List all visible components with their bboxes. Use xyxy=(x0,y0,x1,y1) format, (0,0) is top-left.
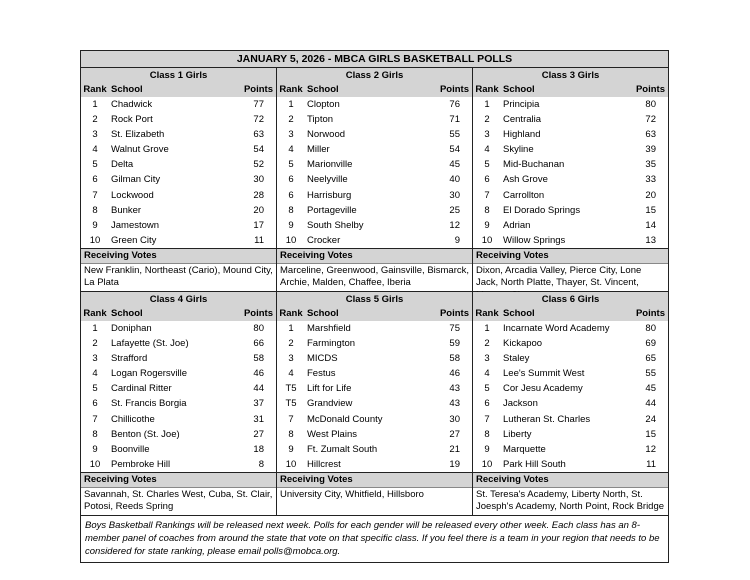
school-header: School xyxy=(503,84,535,95)
points-cell: 72 xyxy=(253,114,264,126)
rank-cell: 9 xyxy=(92,219,98,231)
class-title: Class 4 Girls xyxy=(81,292,276,307)
polls-table xyxy=(80,50,669,563)
table-row xyxy=(81,172,276,187)
points-header: Points xyxy=(635,307,665,319)
school-header: School xyxy=(111,84,143,95)
rank-cell: 6 xyxy=(288,174,294,186)
rank-cell: 9 xyxy=(92,443,98,455)
points-cell: 72 xyxy=(645,114,656,126)
school-cell: Harrisburg xyxy=(307,189,352,201)
school-cell: St. Elizabeth xyxy=(111,129,165,141)
ranking-rows xyxy=(473,321,668,472)
class-column-3 xyxy=(473,68,668,291)
column-headers xyxy=(81,83,276,97)
table-row xyxy=(277,203,472,218)
poll-block-bottom xyxy=(81,292,668,516)
rank-cell: 6 xyxy=(484,174,490,186)
table-row xyxy=(81,412,276,427)
rank-cell: 4 xyxy=(484,144,490,156)
school-cell: Chillicothe xyxy=(111,413,155,425)
rank-cell: 8 xyxy=(288,428,294,440)
rank-cell: 10 xyxy=(89,458,101,470)
column-headers xyxy=(473,83,668,97)
points-cell: 12 xyxy=(645,443,656,455)
points-cell: 44 xyxy=(253,383,264,395)
rank-cell: 2 xyxy=(288,114,294,126)
school-cell: Doniphan xyxy=(111,322,152,334)
points-cell: 17 xyxy=(253,219,264,231)
school-cell: MICDS xyxy=(307,353,338,365)
points-cell: 21 xyxy=(449,443,460,455)
ranking-rows xyxy=(277,97,472,248)
rank-header: Rank xyxy=(279,84,303,95)
school-cell: Neelyville xyxy=(307,174,348,186)
rank-cell: 10 xyxy=(285,458,297,470)
class-title: Class 1 Girls xyxy=(81,68,276,83)
table-row xyxy=(277,336,472,351)
rank-cell: 5 xyxy=(288,159,294,171)
table-row xyxy=(473,321,668,336)
class-title: Class 6 Girls xyxy=(473,292,668,307)
table-row xyxy=(81,381,276,396)
table-row xyxy=(277,442,472,457)
table-row xyxy=(473,112,668,127)
table-row xyxy=(473,442,668,457)
rank-cell: 3 xyxy=(288,129,294,141)
rank-cell: T5 xyxy=(285,383,297,395)
points-cell: 80 xyxy=(645,99,656,110)
receiving-votes-list: Dixon, Arcadia Valley, Pierce City, Lone Jack, North Platte, Thayer, St. Vincent, xyxy=(473,263,668,291)
table-row xyxy=(473,97,668,112)
school-header: School xyxy=(307,84,339,95)
rank-cell: 8 xyxy=(484,204,490,216)
class-column-1 xyxy=(81,68,277,291)
rank-header: Rank xyxy=(279,307,303,319)
school-cell: Farmington xyxy=(307,338,356,350)
rank-cell: T5 xyxy=(285,398,297,410)
rank-cell: 4 xyxy=(288,368,294,380)
table-row xyxy=(81,142,276,157)
table-row xyxy=(81,188,276,203)
table-row xyxy=(81,351,276,366)
rank-header: Rank xyxy=(83,307,107,319)
rank-cell: 8 xyxy=(484,428,490,440)
points-cell: 69 xyxy=(645,338,656,350)
points-cell: 63 xyxy=(645,129,656,141)
school-cell: St. Francis Borgia xyxy=(111,398,187,410)
points-cell: 12 xyxy=(449,219,460,231)
school-cell: Lift for Life xyxy=(307,383,352,395)
school-header: School xyxy=(111,307,143,319)
rank-cell: 5 xyxy=(92,159,98,171)
table-row xyxy=(277,351,472,366)
school-cell: Cor Jesu Academy xyxy=(503,383,583,395)
rank-cell: 2 xyxy=(92,338,98,350)
points-cell: 80 xyxy=(253,322,264,334)
school-cell: Boonville xyxy=(111,443,150,455)
school-cell: Principia xyxy=(503,99,540,110)
points-cell: 19 xyxy=(449,458,460,470)
school-cell: Norwood xyxy=(307,129,346,141)
points-cell: 66 xyxy=(253,338,264,350)
points-cell: 80 xyxy=(645,322,656,334)
table-row xyxy=(473,366,668,381)
table-row xyxy=(81,442,276,457)
points-cell: 27 xyxy=(449,428,460,440)
column-headers xyxy=(277,307,472,321)
rank-cell: 7 xyxy=(92,189,98,201)
points-cell: 25 xyxy=(449,204,460,216)
school-cell: Adrian xyxy=(503,219,531,231)
points-cell: 75 xyxy=(449,322,460,334)
school-cell: Kickapoo xyxy=(503,338,543,350)
table-row xyxy=(277,381,472,396)
rank-cell: 1 xyxy=(288,99,294,110)
rank-cell: 4 xyxy=(288,144,294,156)
points-cell: 44 xyxy=(645,398,656,410)
school-cell: Crocker xyxy=(307,234,341,246)
table-row xyxy=(473,218,668,233)
table-row xyxy=(277,188,472,203)
points-cell: 30 xyxy=(449,413,460,425)
school-cell: Ft. Zumalt South xyxy=(307,443,378,455)
table-row xyxy=(473,233,668,248)
points-cell: 71 xyxy=(449,114,460,126)
receiving-votes-label: Receiving Votes xyxy=(277,472,472,487)
receiving-votes-label: Receiving Votes xyxy=(81,472,276,487)
points-cell: 13 xyxy=(645,234,656,246)
table-row xyxy=(473,127,668,142)
points-header: Points xyxy=(243,307,273,319)
school-cell: Portageville xyxy=(307,204,357,216)
table-row xyxy=(81,97,276,112)
rank-cell: 10 xyxy=(481,458,493,470)
class-title: Class 2 Girls xyxy=(277,68,472,83)
school-cell: Bunker xyxy=(111,204,142,216)
table-row xyxy=(473,336,668,351)
school-cell: Chadwick xyxy=(111,99,153,110)
class-title: Class 5 Girls xyxy=(277,292,472,307)
table-row xyxy=(81,203,276,218)
rank-cell: 2 xyxy=(484,338,490,350)
points-cell: 20 xyxy=(253,204,264,216)
poll-block-top xyxy=(81,68,668,292)
rank-cell: 8 xyxy=(288,204,294,216)
school-cell: Liberty xyxy=(503,428,532,440)
receiving-votes-list: University City, Whitfield, Hillsboro xyxy=(277,487,472,515)
school-cell: Gilman City xyxy=(111,174,161,186)
receiving-votes-label: Receiving Votes xyxy=(81,248,276,263)
rank-cell: 3 xyxy=(484,353,490,365)
points-cell: 77 xyxy=(253,99,264,110)
rank-cell: 6 xyxy=(92,174,98,186)
receiving-votes-list: Savannah, St. Charles West, Cuba, St. Clair, Potosi, Reeds Spring xyxy=(81,487,276,515)
rank-cell: 3 xyxy=(484,129,490,141)
table-row xyxy=(81,427,276,442)
school-cell: Miller xyxy=(307,144,330,156)
points-cell: 46 xyxy=(449,368,460,380)
rank-cell: 1 xyxy=(288,322,294,334)
points-cell: 54 xyxy=(449,144,460,156)
school-header: School xyxy=(503,307,535,319)
school-cell: Staley xyxy=(503,353,530,365)
rank-cell: 9 xyxy=(484,219,490,231)
poll-title: JANUARY 5, 2026 - MBCA GIRLS BASKETBALL POLLS xyxy=(81,51,668,68)
school-cell: Jackson xyxy=(503,398,538,410)
school-cell: Clopton xyxy=(307,99,340,110)
school-cell: Skyline xyxy=(503,144,534,156)
table-row xyxy=(81,233,276,248)
points-cell: 35 xyxy=(645,159,656,171)
table-row xyxy=(473,351,668,366)
rank-cell: 6 xyxy=(288,189,294,201)
rank-cell: 9 xyxy=(484,443,490,455)
points-cell: 40 xyxy=(449,174,460,186)
table-row xyxy=(277,218,472,233)
class-column-5 xyxy=(277,292,473,515)
school-cell: South Shelby xyxy=(307,219,364,231)
table-row xyxy=(81,396,276,411)
rank-cell: 7 xyxy=(288,413,294,425)
rank-cell: 2 xyxy=(484,114,490,126)
points-header: Points xyxy=(439,84,469,95)
school-cell: Grandview xyxy=(307,398,353,410)
points-cell: 37 xyxy=(253,398,264,410)
school-cell: Ash Grove xyxy=(503,174,548,186)
school-cell: Mid-Buchanan xyxy=(503,159,565,171)
table-row xyxy=(473,142,668,157)
points-cell: 45 xyxy=(645,383,656,395)
table-row xyxy=(277,427,472,442)
column-headers xyxy=(81,307,276,321)
table-row xyxy=(277,112,472,127)
school-cell: Walnut Grove xyxy=(111,144,169,156)
class-title: Class 3 Girls xyxy=(473,68,668,83)
receiving-votes-label: Receiving Votes xyxy=(473,472,668,487)
points-cell: 45 xyxy=(449,159,460,171)
points-header: Points xyxy=(439,307,469,319)
school-cell: Hillcrest xyxy=(307,458,341,470)
table-row xyxy=(277,321,472,336)
rank-cell: 1 xyxy=(484,322,490,334)
school-cell: Strafford xyxy=(111,353,148,365)
rank-cell: 9 xyxy=(288,443,294,455)
points-cell: 15 xyxy=(645,204,656,216)
rank-cell: 1 xyxy=(92,322,98,334)
table-row xyxy=(473,188,668,203)
points-cell: 24 xyxy=(645,413,656,425)
table-row xyxy=(473,396,668,411)
points-cell: 30 xyxy=(449,189,460,201)
receiving-votes-list: St. Teresa's Academy, Liberty North, St. Joesph's Academy, North Point, Rock Bridge xyxy=(473,487,668,515)
rank-cell: 2 xyxy=(92,114,98,126)
column-headers xyxy=(473,307,668,321)
rank-cell: 4 xyxy=(484,368,490,380)
points-cell: 11 xyxy=(254,234,264,246)
points-cell: 58 xyxy=(449,353,460,365)
school-cell: Delta xyxy=(111,159,134,171)
rank-cell: 5 xyxy=(484,383,490,395)
school-cell: Willow Springs xyxy=(503,234,566,246)
school-cell: Jamestown xyxy=(111,219,160,231)
points-cell: 18 xyxy=(253,443,264,455)
points-cell: 15 xyxy=(645,428,656,440)
table-row xyxy=(81,366,276,381)
points-cell: 33 xyxy=(645,174,656,186)
points-cell: 76 xyxy=(449,99,460,110)
school-cell: Lutheran St. Charles xyxy=(503,413,591,425)
table-row xyxy=(81,457,276,472)
points-header: Points xyxy=(635,84,665,95)
school-cell: Logan Rogersville xyxy=(111,368,188,380)
receiving-votes-list: Marceline, Greenwood, Gainsville, Bismarck, Archie, Malden, Chaffee, Iberia xyxy=(277,263,472,291)
table-row xyxy=(277,233,472,248)
rank-cell: 7 xyxy=(484,413,490,425)
points-cell: 52 xyxy=(253,159,264,171)
rank-cell: 10 xyxy=(285,234,297,246)
rank-cell: 3 xyxy=(92,129,98,141)
school-cell: Marquette xyxy=(503,443,546,455)
receiving-votes-label: Receiving Votes xyxy=(277,248,472,263)
class-column-6 xyxy=(473,292,668,515)
table-row xyxy=(277,457,472,472)
school-cell: Pembroke Hill xyxy=(111,458,171,470)
points-cell: 46 xyxy=(253,368,264,380)
school-cell: Lafayette (St. Joe) xyxy=(111,338,189,350)
table-row xyxy=(277,412,472,427)
table-row xyxy=(81,321,276,336)
table-row xyxy=(277,142,472,157)
class-column-4 xyxy=(81,292,277,515)
table-row xyxy=(81,336,276,351)
rank-cell: 1 xyxy=(484,99,490,110)
school-cell: Festus xyxy=(307,368,336,380)
rank-cell: 3 xyxy=(288,353,294,365)
points-cell: 27 xyxy=(253,428,264,440)
rank-cell: 7 xyxy=(92,413,98,425)
points-cell: 65 xyxy=(645,353,656,365)
school-cell: Tipton xyxy=(307,114,334,126)
rank-header: Rank xyxy=(83,84,107,95)
rank-header: Rank xyxy=(475,307,499,319)
school-cell: McDonald County xyxy=(307,413,383,425)
rank-cell: 9 xyxy=(288,219,294,231)
column-headers xyxy=(277,83,472,97)
school-cell: Cardinal Ritter xyxy=(111,383,172,395)
school-cell: Benton (St. Joe) xyxy=(111,428,180,440)
rank-cell: 4 xyxy=(92,368,98,380)
points-cell: 63 xyxy=(253,129,264,141)
table-row xyxy=(81,127,276,142)
rank-cell: 6 xyxy=(92,398,98,410)
rank-cell: 8 xyxy=(92,428,98,440)
table-row xyxy=(473,457,668,472)
school-cell: Marshfield xyxy=(307,322,351,334)
points-header: Points xyxy=(243,84,273,95)
school-cell: West Plains xyxy=(307,428,357,440)
rank-cell: 2 xyxy=(288,338,294,350)
points-cell: 39 xyxy=(645,144,656,156)
points-cell: 8 xyxy=(258,458,264,470)
school-cell: Lockwood xyxy=(111,189,154,201)
points-cell: 55 xyxy=(645,368,656,380)
rank-cell: 3 xyxy=(92,353,98,365)
rank-cell: 7 xyxy=(484,189,490,201)
points-cell: 9 xyxy=(454,234,460,246)
table-row xyxy=(277,97,472,112)
ranking-rows xyxy=(81,321,276,472)
table-row xyxy=(473,427,668,442)
rank-cell: 10 xyxy=(89,234,101,246)
rank-header: Rank xyxy=(475,84,499,95)
school-cell: Highland xyxy=(503,129,541,141)
points-cell: 43 xyxy=(449,383,460,395)
ranking-rows xyxy=(473,97,668,248)
footer-note: Boys Basketball Rankings will be released next week. Polls for each gender will be released every other week. Each class has an 8-member panel of coaches from around the state that vote on that specific class. If you feel there is a team in your region that needs to be considered for state ranking, please email polls@mobca.org. xyxy=(85,519,660,557)
rank-cell: 8 xyxy=(92,204,98,216)
table-row xyxy=(473,157,668,172)
ranking-rows xyxy=(81,97,276,248)
table-row xyxy=(473,172,668,187)
receiving-votes-list: New Franklin, Northeast (Cario), Mound City, La Plata xyxy=(81,263,276,291)
school-cell: Rock Port xyxy=(111,114,153,126)
table-row xyxy=(473,381,668,396)
points-cell: 54 xyxy=(253,144,264,156)
points-cell: 11 xyxy=(646,458,656,470)
school-header: School xyxy=(307,307,339,319)
points-cell: 28 xyxy=(253,189,264,201)
school-cell: Incarnate Word Academy xyxy=(503,322,610,334)
table-row xyxy=(473,412,668,427)
school-cell: Centralia xyxy=(503,114,542,126)
table-row xyxy=(277,157,472,172)
points-cell: 20 xyxy=(645,189,656,201)
table-row xyxy=(81,112,276,127)
rank-cell: 1 xyxy=(92,99,98,110)
school-cell: Lee's Summit West xyxy=(503,368,585,380)
rank-cell: 4 xyxy=(92,144,98,156)
ranking-rows xyxy=(277,321,472,472)
table-row xyxy=(473,203,668,218)
school-cell: Carrollton xyxy=(503,189,545,201)
points-cell: 14 xyxy=(645,219,656,231)
rank-cell: 6 xyxy=(484,398,490,410)
points-cell: 31 xyxy=(253,413,264,425)
table-row xyxy=(277,127,472,142)
table-row xyxy=(277,172,472,187)
table-row xyxy=(81,157,276,172)
rank-cell: 5 xyxy=(92,383,98,395)
school-cell: El Dorado Springs xyxy=(503,204,581,216)
points-cell: 43 xyxy=(449,398,460,410)
points-cell: 55 xyxy=(449,129,460,141)
rank-cell: 10 xyxy=(481,234,493,246)
school-cell: Green City xyxy=(111,234,157,246)
table-row xyxy=(81,218,276,233)
points-cell: 59 xyxy=(449,338,460,350)
rank-cell: 5 xyxy=(484,159,490,171)
school-cell: Park Hill South xyxy=(503,458,566,470)
points-cell: 58 xyxy=(253,353,264,365)
receiving-votes-label: Receiving Votes xyxy=(473,248,668,263)
table-row xyxy=(277,396,472,411)
class-column-2 xyxy=(277,68,473,291)
points-cell: 30 xyxy=(253,174,264,186)
school-cell: Marionville xyxy=(307,159,353,171)
table-row xyxy=(277,366,472,381)
